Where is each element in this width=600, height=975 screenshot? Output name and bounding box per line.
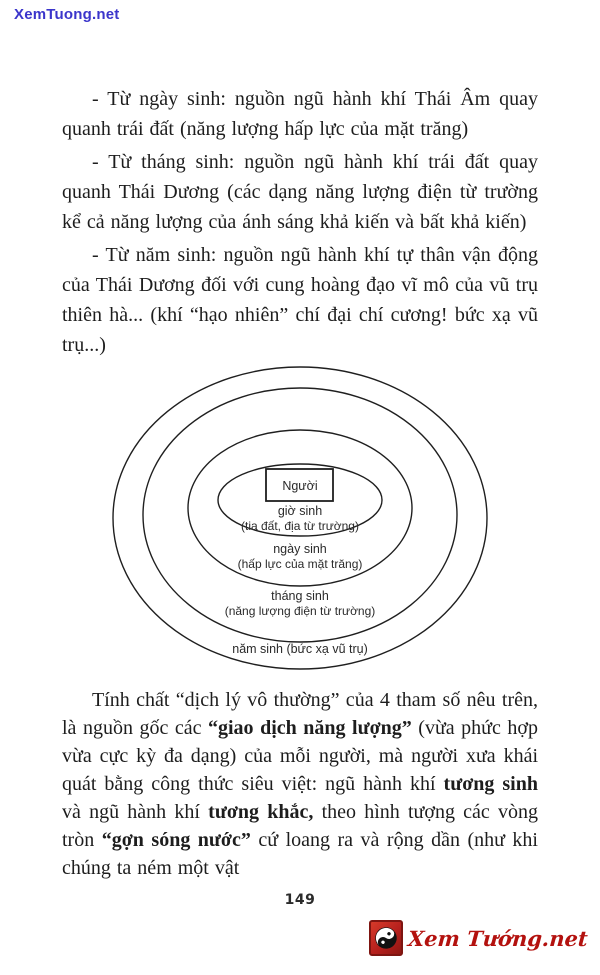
- page-number: 149: [284, 892, 316, 908]
- yin-yang-icon: [369, 920, 403, 956]
- day-ring-sublabel: (hấp lực của mặt trăng): [237, 557, 363, 571]
- paragraph-summary: Tính chất “dịch lý vô thường” của 4 tham số nêu trên, là nguồn gốc các “giao dịch năng lượng” (vừa phức hợp vừa cực kỳ đa dạng) của mỗi người, mà người xưa khái quát bằng công thức siêu việt: ngũ hành khí tương sinh và ngũ hành khí tương khắc, theo hình tượng các vòng tròn “gợn sóng nước” cứ loang ra và rộng dần (như khi chúng ta ném một vật: [62, 689, 539, 879]
- concentric-rings-diagram: [100, 363, 500, 678]
- hour-ring-label: giờ sinh: [277, 504, 323, 518]
- year-ring-label: năm sinh (bức xạ vũ trụ): [232, 642, 368, 656]
- month-ring-label: tháng sinh: [271, 589, 329, 603]
- paragraph-birth-month: - Từ tháng sinh: nguồn ngũ hành khí trái đất quay quanh Thái Dương (các dạng năng lượng điện từ trường kể cả năng lượng của ánh sáng khả kiến và bất khả kiến): [62, 151, 538, 233]
- paragraph-birth-year: - Từ năm sinh: nguồn ngũ hành khí tự thân vận động của Thái Dương đối với cung hoàng đạo vĩ mô của vũ trụ thiên hà... (khí “hạo nhiên” chí đại chí cương! bức xạ vũ trụ...): [62, 244, 538, 356]
- hour-ring-sublabel: (tia đất, địa từ trường): [241, 519, 359, 533]
- header-site-link[interactable]: XemTuong.net: [14, 6, 120, 23]
- footer-logo[interactable]: [369, 920, 588, 956]
- month-ring-sublabel: (năng lượng điện từ trường): [224, 604, 376, 618]
- day-ring-label: ngày sinh: [273, 542, 327, 556]
- year-ring-ellipse: [113, 367, 487, 669]
- paragraph-birth-day: - Từ ngày sinh: nguồn ngũ hành khí Thái Âm quay quanh trái đất (năng lượng hấp lực của mặt trăng): [62, 88, 538, 140]
- logo-text: Xem Tướng.net: [407, 925, 589, 951]
- person-box-label: Người: [282, 479, 318, 493]
- page-content: [62, 84, 538, 885]
